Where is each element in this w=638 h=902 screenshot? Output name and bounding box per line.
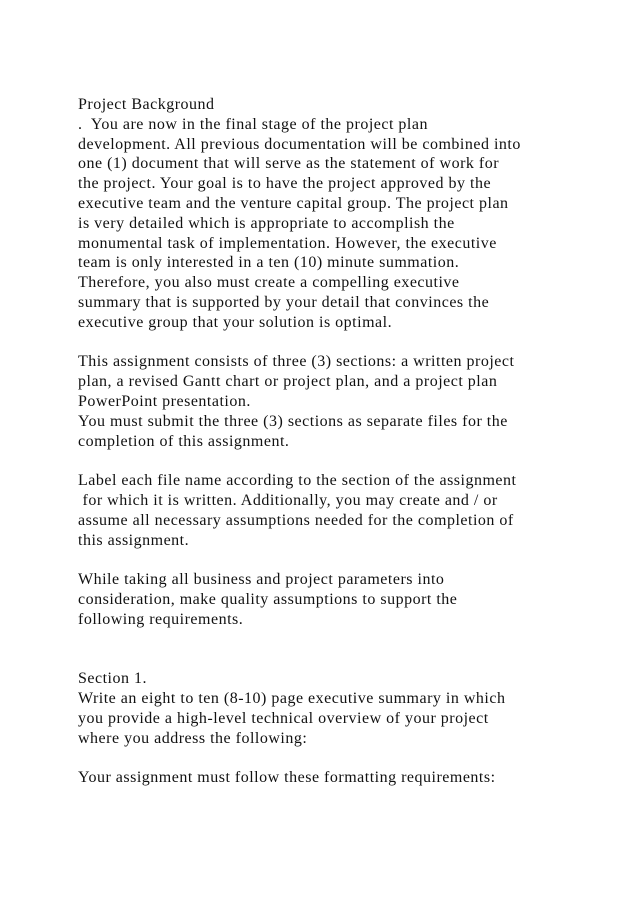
paragraph-spacer	[78, 333, 623, 353]
paragraph-spacer	[78, 451, 623, 471]
text-line: executive team and the venture capital group. The project plan	[78, 194, 509, 212]
text-line: monumental task of implementation. However, the executive	[78, 234, 497, 252]
text-line: Write an eight to ten (8-10) page executive summary in which	[78, 689, 506, 707]
paragraph-spacer	[78, 649, 623, 669]
text-line: team is only interested in a ten (10) minute summation.	[78, 254, 460, 272]
text-line: for which it is written. Additionally, you may create and / or	[78, 491, 498, 509]
text-line: completion of this assignment.	[78, 432, 290, 450]
text-line: . You are now in the final stage of the project plan	[78, 115, 428, 133]
text-line: PowerPoint presentation.	[78, 392, 251, 410]
text-line: you provide a high-level technical overview of your project	[78, 709, 489, 727]
paragraph-parameters	[78, 570, 623, 629]
paragraph-assignment-sections	[78, 352, 623, 451]
paragraph-file-labels	[78, 471, 623, 550]
text-line: This assignment consists of three (3) sections: a written project	[78, 353, 515, 371]
text-line: executive group that your solution is optimal.	[78, 313, 393, 331]
text-line: one (1) document that will serve as the statement of work for	[78, 155, 500, 173]
paragraph-spacer	[78, 550, 623, 570]
text-line: following requirements.	[78, 610, 244, 628]
text-line: Label each file name according to the section of the assignment	[78, 472, 517, 490]
text-line: the project. Your goal is to have the project approved by the	[78, 175, 492, 193]
text-line: consideration, make quality assumptions to support the	[78, 590, 458, 608]
text-line: assume all necessary assumptions needed for the completion of	[78, 511, 514, 529]
text-line: summary that is supported by your detail that convinces the	[78, 293, 490, 311]
text-line: development. All previous documentation will be combined into	[78, 135, 521, 153]
paragraph-spacer	[78, 748, 623, 768]
text-line: is very detailed which is appropriate to accomplish the	[78, 214, 455, 232]
text-line: plan, a revised Gantt chart or project plan, and a project plan	[78, 373, 498, 391]
paragraph-spacer	[78, 630, 623, 650]
text-line: Therefore, you also must create a compelling executive	[78, 274, 460, 292]
text-line: Your assignment must follow these formatting requirements:	[78, 769, 496, 787]
paragraph-project-background	[78, 95, 623, 333]
heading-section-1: Section 1.	[78, 670, 147, 688]
paragraph-section-1	[78, 669, 623, 748]
text-line: You must submit the three (3) sections as separate files for the	[78, 412, 508, 430]
document-body	[78, 95, 623, 788]
text-line: where you address the following:	[78, 729, 308, 747]
heading-project-background: Project Background	[78, 96, 215, 113]
text-line: While taking all business and project parameters into	[78, 571, 445, 589]
paragraph-formatting	[78, 768, 623, 788]
text-line: this assignment.	[78, 531, 190, 549]
